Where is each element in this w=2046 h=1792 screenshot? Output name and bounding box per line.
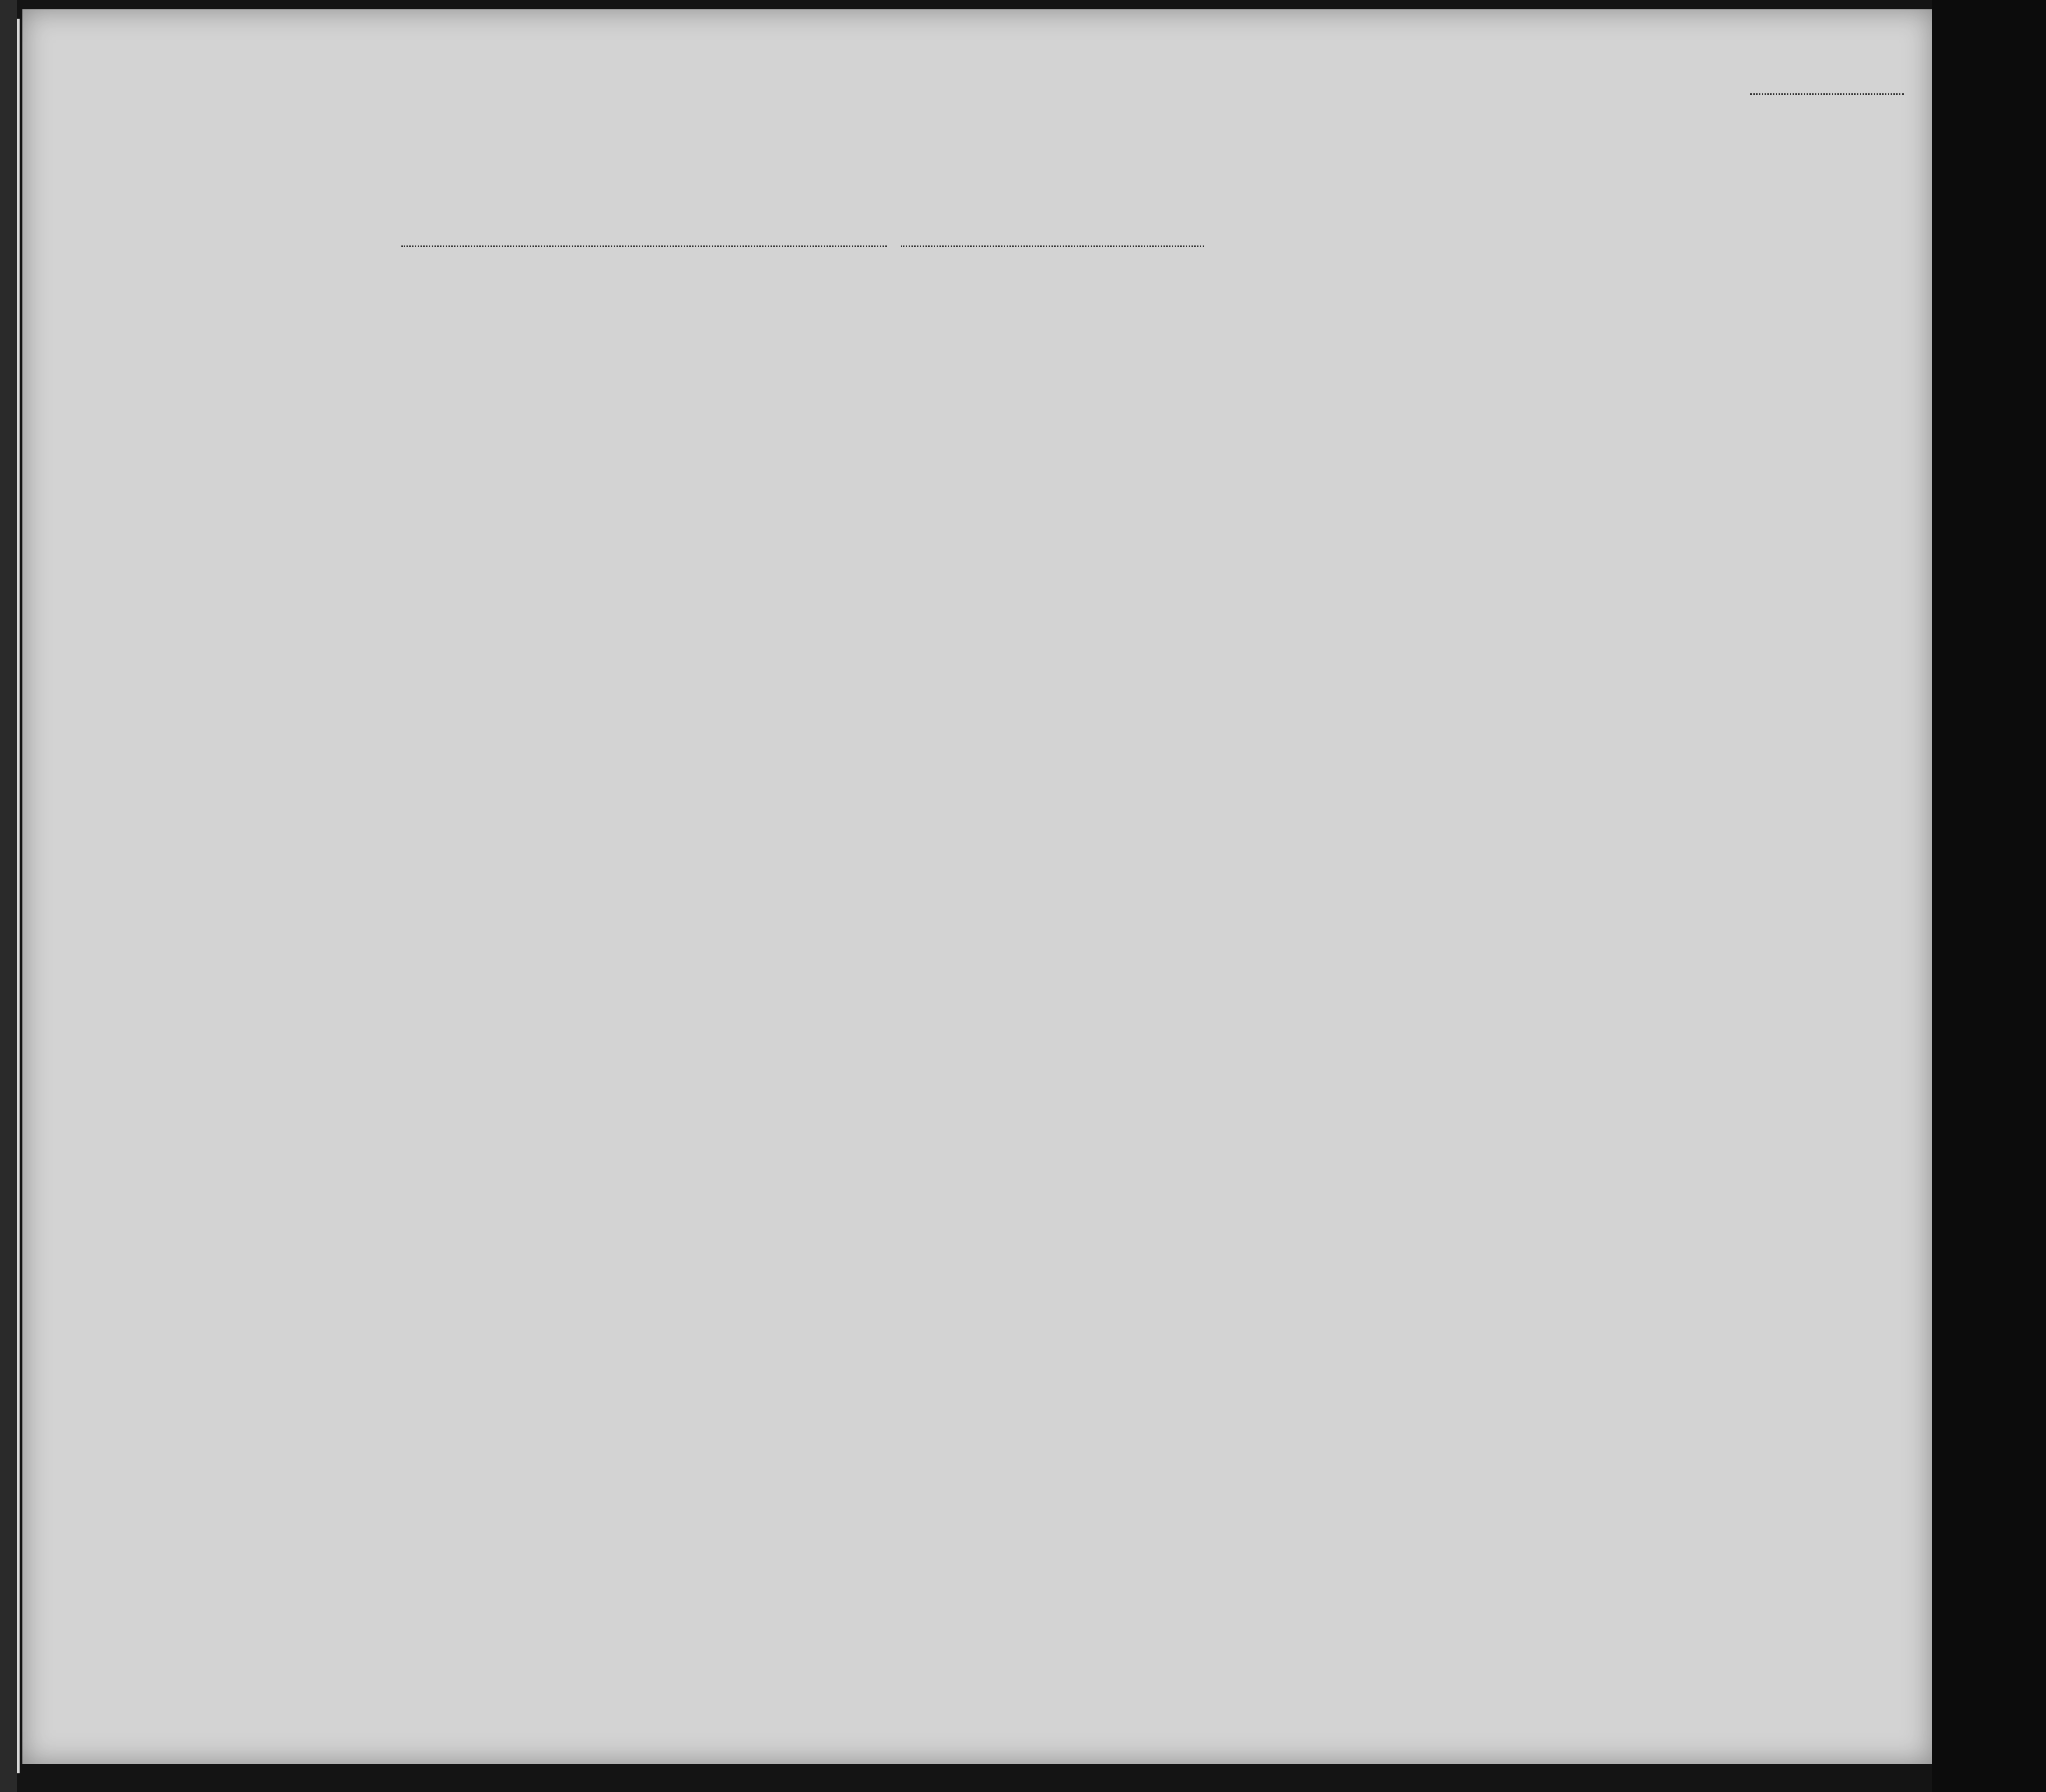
heading-fifty-dollars: [745, 308, 768, 420]
heading-feet: [1619, 383, 1638, 415]
heading-offer: [1427, 289, 1464, 420]
heading-inches: [1642, 383, 1661, 415]
heading-prison: [1296, 289, 1324, 420]
heading-ticket: [634, 308, 660, 420]
heading-deported: [1465, 289, 1507, 420]
heading-polygamist: [1325, 289, 1349, 420]
heading-purpose-length: [1202, 310, 1248, 418]
heading-overthrow: [1375, 289, 1426, 420]
heading-purpose-citizen: [1253, 310, 1295, 418]
heading-purpose-return: [1155, 310, 1197, 418]
list-line: [1750, 93, 1904, 95]
date-line: [901, 245, 1204, 247]
heading-anarchist: [1350, 289, 1373, 420]
port-line: [401, 245, 887, 247]
